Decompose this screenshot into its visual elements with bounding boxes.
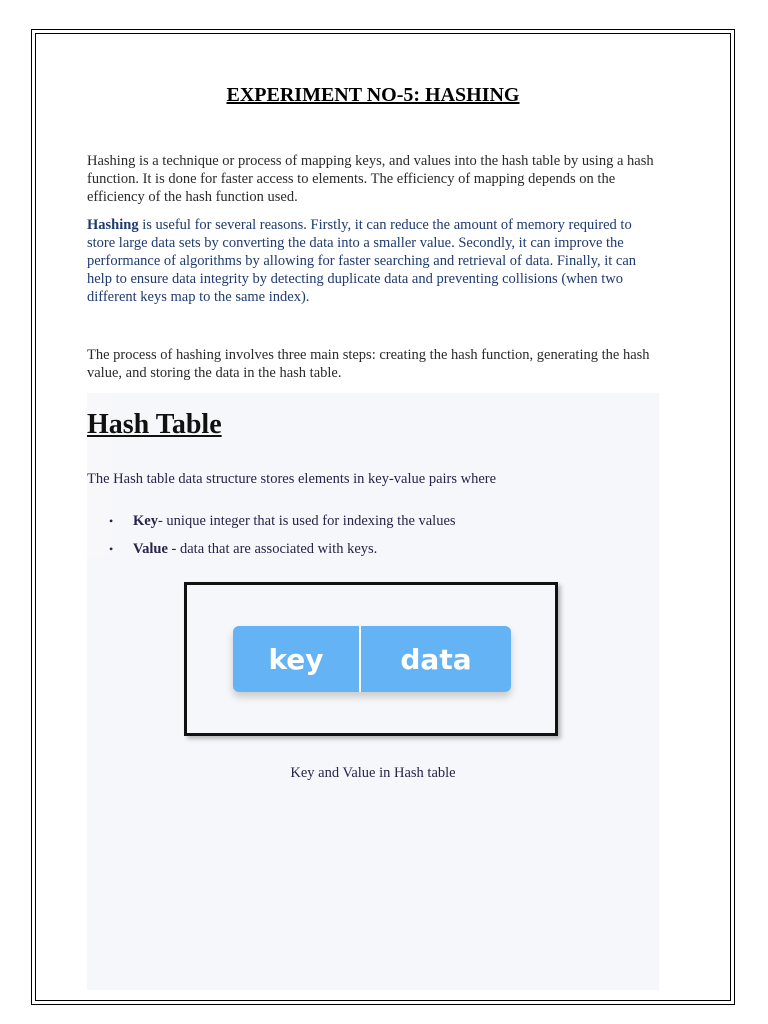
paragraph-reasons-body: is useful for several reasons. Firstly, it can reduce the amount of memory required to store large data sets by converting the data into a smaller value. Secondly, it can improve the performance of algorithms by allowing for faster searching and retrieval of data. Finally, it can help to ensure data integrity by detecting duplicate data and preventing collisions (when two different keys map to the same index).	[87, 217, 637, 305]
paragraph-intro: Hashing is a technique or process of mapping keys, and values into the hash table by using a hash function. It is done for faster access to elements. The efficiency of mapping depends on the efficiency of the hash function used.	[87, 153, 654, 205]
definition-list	[109, 512, 456, 568]
list-item-desc: - data that are associated with keys.	[167, 541, 378, 557]
figure-caption: Key and Value in Hash table	[290, 765, 456, 781]
paragraph-reasons	[87, 216, 662, 306]
list-item	[109, 540, 456, 568]
list-item-term: Value	[133, 541, 168, 557]
list-item-term: Key	[133, 513, 158, 529]
key-value-block	[233, 626, 511, 692]
paragraph-steps: The process of hashing involves three main steps: creating the hash function, generating the hash value, and storing the data in the hash table.	[87, 347, 650, 381]
hash-table-heading: Hash Table	[87, 409, 222, 440]
list-item-desc: - unique integer that is used for indexing the values	[157, 513, 456, 529]
bullet-icon: •	[109, 542, 114, 556]
bullet-icon: •	[109, 514, 114, 528]
hash-table-intro: The Hash table data structure stores elements in key-value pairs where	[87, 471, 497, 487]
paragraph-reasons-lead: Hashing	[87, 217, 139, 233]
key-cell: key	[268, 642, 324, 676]
page-title: EXPERIMENT NO-5: HASHING	[226, 84, 520, 106]
list-item	[109, 512, 456, 540]
data-cell: data	[400, 642, 472, 676]
